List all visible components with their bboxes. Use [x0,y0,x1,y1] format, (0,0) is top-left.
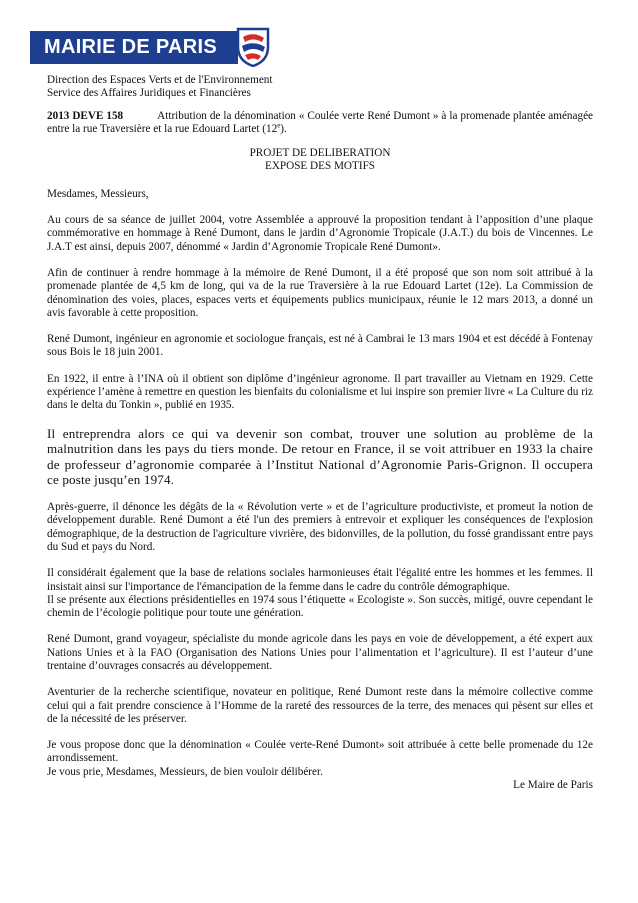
salutation: Mesdames, Messieurs, [47,187,149,200]
deliberation-reference [47,110,593,137]
logo-banner [30,31,238,64]
title-expose: EXPOSE DES MOTIFS [264,160,376,173]
paragraph-2: Afin de continuer à rendre hommage à la mémoire de René Dumont, il a été proposé que son nom soit attribué à la promenade plantée de 4,5 km de long, qui va de la rue Traversière à la rue Edouard Lartet (12e). La Commission de dénomination des voies, places, espaces verts et équipements publics municipaux, réunie le 12 mars 2013, a donné un avis favorable à cette proposition. [47,266,593,319]
paragraph-8: Il se présente aux élections présidentielles en 1974 sous l’étiquette « Ecologiste ». Son succès, mitigé, ouvre cependant le chemin de l’écologie politique pour toute une génération. [47,593,593,620]
paragraph-3: René Dumont, ingénieur en agronomie et sociologue français, est né à Cambrai le 13 mars 1904 et est décédé à Fontenay sous Bois le 18 juin 2001. [47,333,593,359]
direction-name: Direction des Espaces Verts et de l'Environnement [47,74,273,86]
document-body [47,74,593,792]
logo-text: MAIRIE DE PARIS [44,36,218,58]
paragraph-10: Aventurier de la recherche scientifique, novateur en politique, René Dumont reste dans la mémoire collective comme celui qui a fait prendre conscience à l’Homme de la rareté des ressources de la terre, des menaces qui pèsent sur elles et de la nécessité de les préserver. [47,686,593,725]
reference-subject-sup: e [277,121,281,130]
signature: Le Maire de Paris [513,779,593,792]
paragraph-4: En 1922, il entre à l’INA où il obtient son diplôme d’ingénieur agronome. Il part travailler au Vietnam en 1929. Cette expérience l’amène à remettre en question les bienfaits du colonialisme et lui inspire son premier livre « La Culture du riz dans le delta du Tonkin », publié en 1935. [47,372,593,412]
paragraph-6: Après-guerre, il dénonce les dégâts de la « Révolution verte » et de l’agriculture productiviste, et promeut la notion de développement durable. René Dumont a été l'un des premiers à entrevoir et expliquer les conséquences de l'explosion démographique, de la destruction de l'agriculture vivrière, des bidonvilles, de la pollution, du fossé grandissant entre pays du Sud et pays du Nord. [47,501,593,553]
org-header [47,74,593,101]
paragraph-12: Je vous prie, Mesdames, Messieurs, de bien vouloir délibérer. [47,765,323,778]
reference-subject: Attribution de la dénomination « Coulée verte René Dumont » à la promenade plantée aménagée entre la rue Traversière et la rue Edouard Lartet (12 [47,109,593,135]
service-name: Service des Affaires Juridiques et Financières [47,87,251,100]
title-projet: PROJET DE DELIBERATION [249,147,391,160]
paris-emblem-icon [234,27,272,67]
paragraph-1: Au cours de sa séance de juillet 2004, votre Assemblée a approuvé la proposition tendant à l’apposition d’une plaque commémorative en hommage à René Dumont, dans le jardin d’Agronomie Tropicale (J.A.T.) du bois de Vincennes. Le J.A.T est ainsi, depuis 2007, dénommé « Jardin d’Agronomie Tropicale René Dumont». [47,214,593,253]
paragraph-11: Je vous propose donc que la dénomination « Coulée verte-René Dumont» soit attribuée à cette belle promenade du 12e arrondissement. [47,739,593,765]
paragraph-5: Il entreprendra alors ce qui va devenir son combat, trouver une solution au problème de la malnutrition dans les pays du tiers monde. De retour en France, il se voit attribuer en 1933 la chaire de professeur d’agronomie comparée à l’Institut National d’Agronomie Paris-Grignon. Il occupera ce poste jusqu’en 1974. [47,425,593,488]
document-title [47,147,593,174]
paragraph-9: René Dumont, grand voyageur, spécialiste du monde agricole dans les pays en voie de développement, a été expert aux Nations Unies et à la FAO (Organisation des Nations Unies pour l’alimentation et l’agriculture). Il est l’auteur d’une trentaine d’ouvrages consacrés au développement. [47,633,593,672]
reference-subject-end: ). [280,122,287,135]
mairie-de-paris-logo [30,31,268,64]
paragraph-7: Il considérait également que la base de relations sociales harmonieuses était l'égalité entre les hommes et les femmes. Il insistait ainsi sur l'importance de l'émancipation de la femme dans le cadre du contrôle démographique. [47,567,593,593]
reference-code: 2013 DEVE 158 [47,109,124,122]
